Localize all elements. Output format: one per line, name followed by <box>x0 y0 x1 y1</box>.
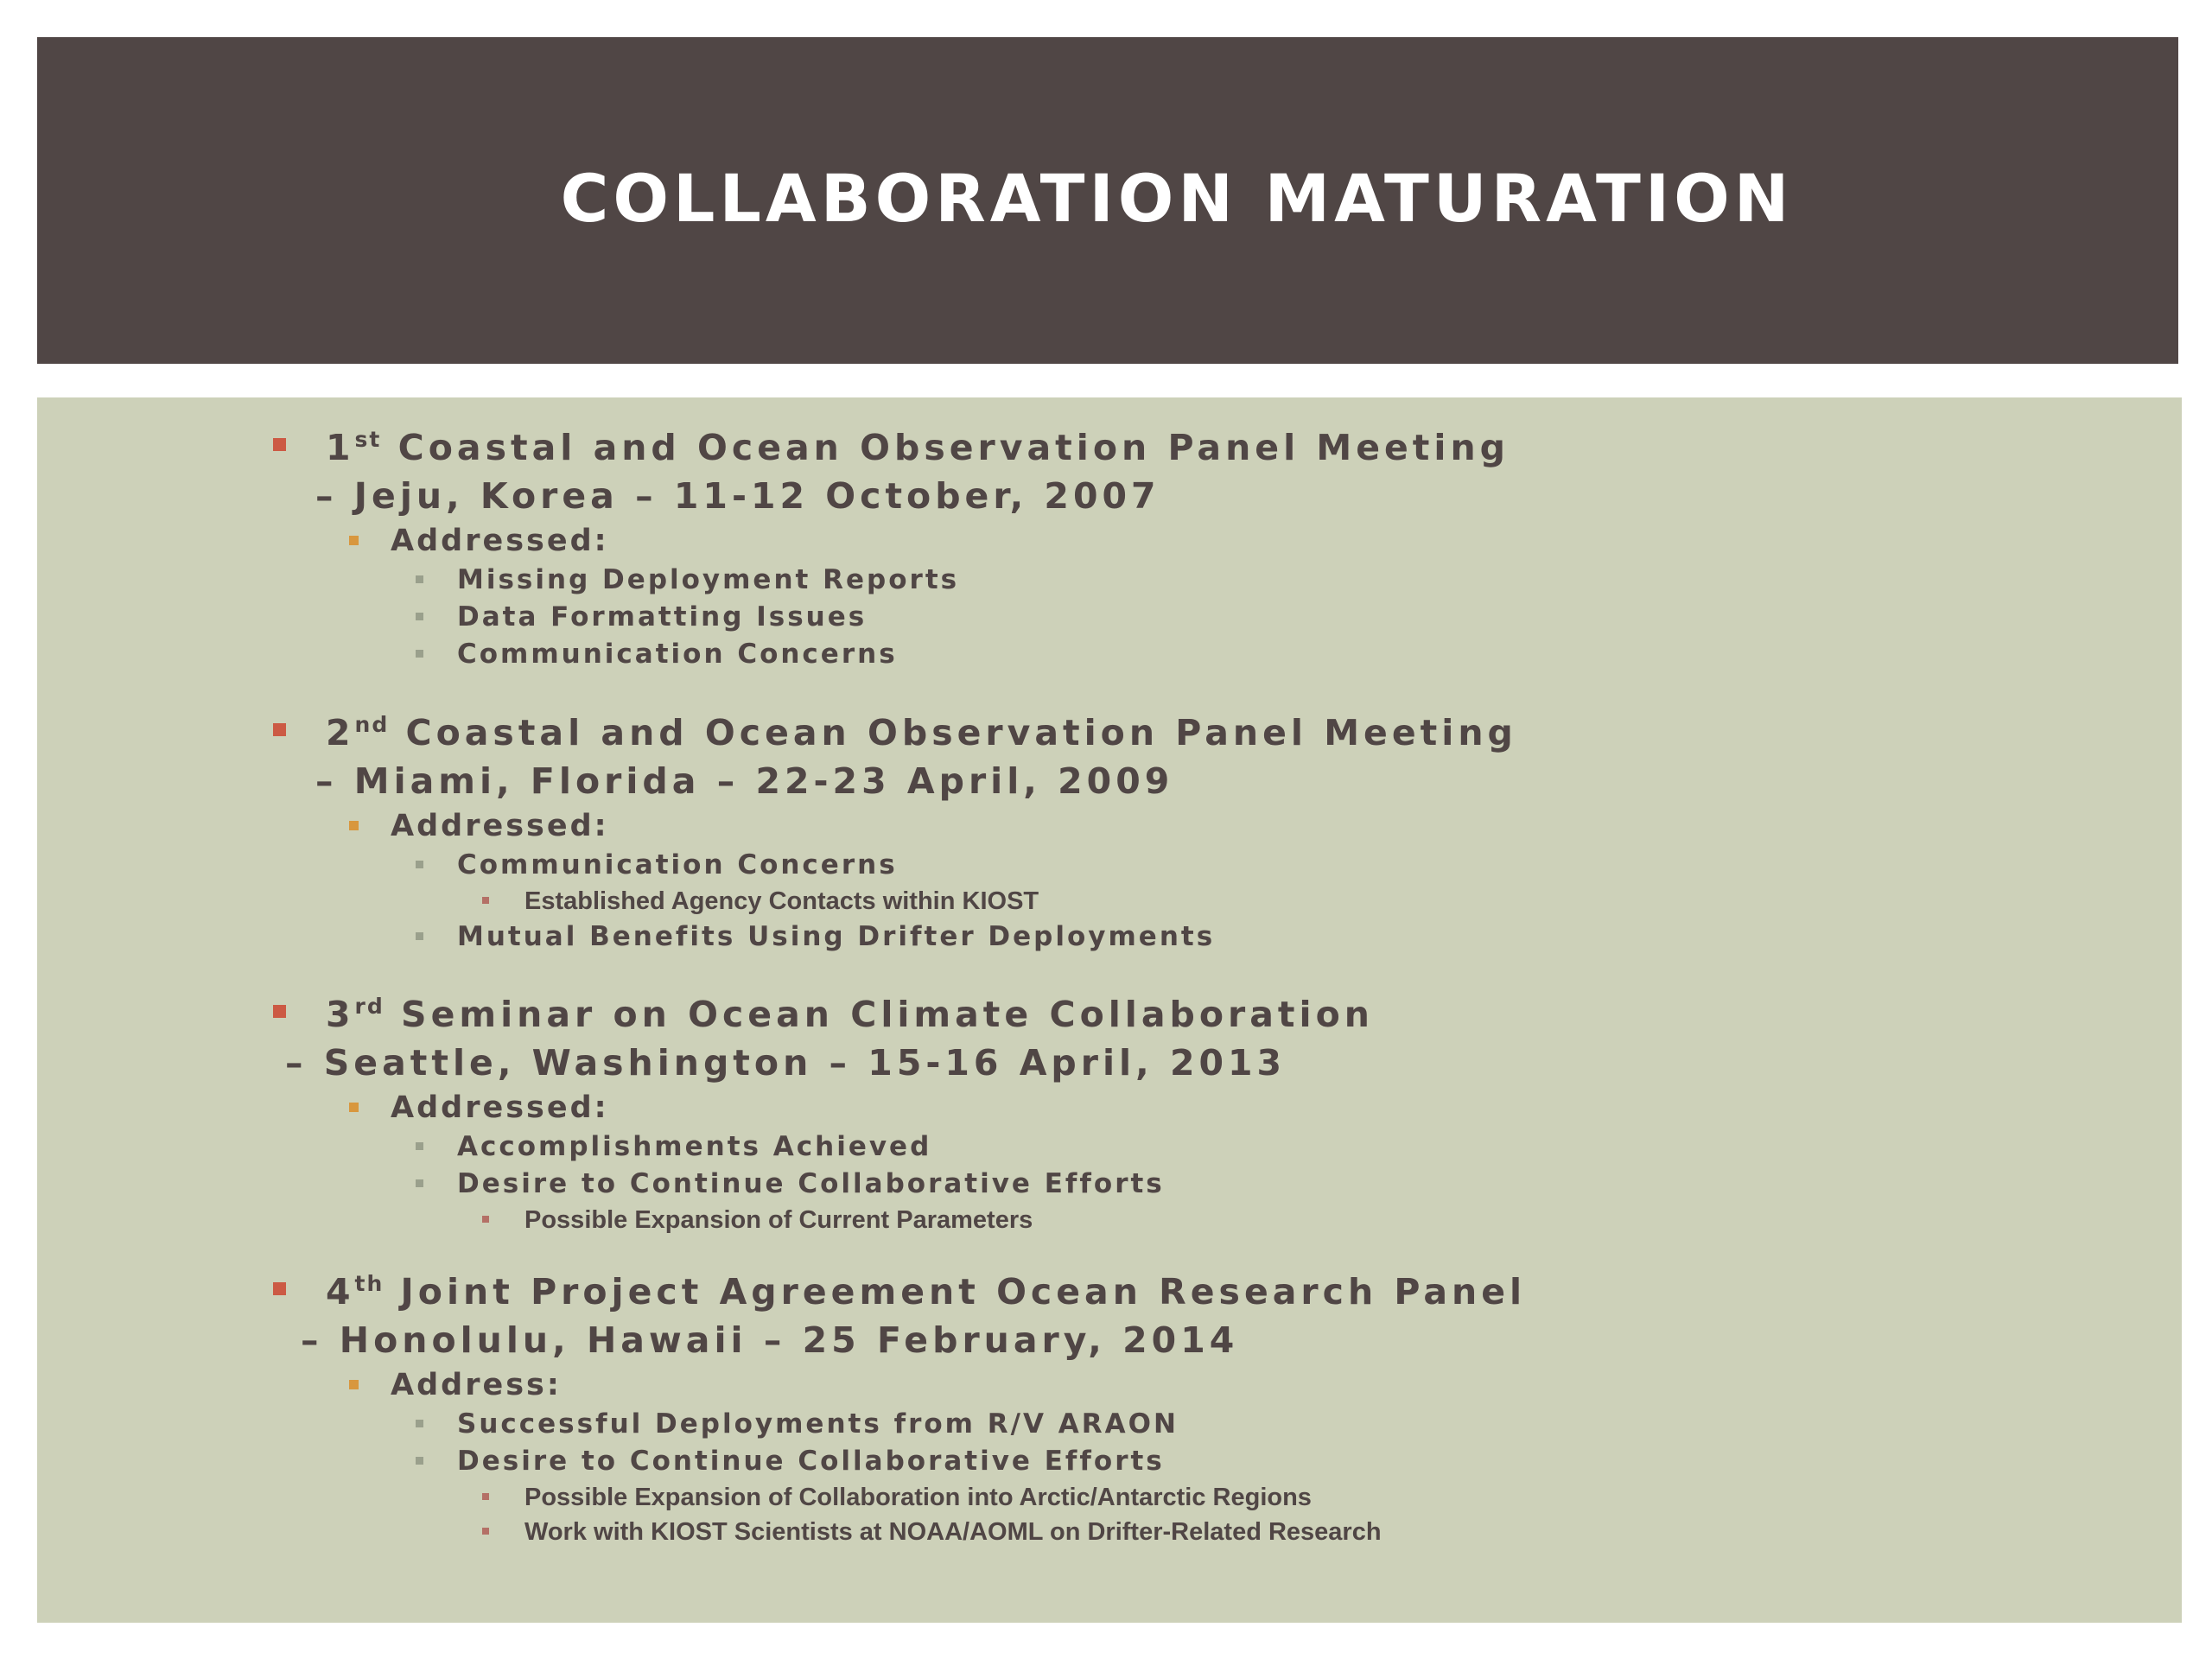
meeting-location-date: – Jeju, Korea – 11-12 October, 2007 <box>315 475 1160 517</box>
ordinal-suffix: st <box>354 427 382 452</box>
meeting-heading <box>37 423 2182 472</box>
meeting-heading <box>37 709 2182 757</box>
list-item <box>37 918 2182 956</box>
ordinal-number: 4 <box>326 1271 355 1313</box>
addressed-label <box>37 520 2182 562</box>
bullet-square-icon <box>416 1179 423 1187</box>
bullet-square-icon <box>416 932 423 940</box>
list-item-text: Mutual Benefits Using Drifter Deployments <box>457 921 1216 952</box>
addressed-label <box>37 805 2182 847</box>
list-item-text: Accomplishments Achieved <box>457 1131 932 1162</box>
title-bar <box>37 37 2178 364</box>
sub-list-item <box>37 884 2182 918</box>
list-item-text: Desire to Continue Collaborative Efforts <box>457 1168 1165 1199</box>
meeting-location-date: – Seattle, Washington – 15-16 April, 2013 <box>285 1042 1287 1084</box>
meeting-heading <box>37 990 2182 1039</box>
list-item <box>37 599 2182 636</box>
content-panel <box>37 397 2182 1623</box>
sub-list-item-text: Possible Expansion of Collaboration into Arctic/Antarctic Regions <box>524 1484 1312 1511</box>
bullet-square-icon <box>349 821 359 830</box>
bullet-square-icon <box>416 1420 423 1427</box>
bullet-square-icon <box>482 1528 489 1535</box>
meeting-group-1 <box>37 423 2182 673</box>
sub-list-item <box>37 1515 2182 1549</box>
list-item-text: Communication Concerns <box>457 639 898 670</box>
meeting-location-date: – Miami, Florida – 22-23 April, 2009 <box>315 760 1174 802</box>
addressed-text: Address: <box>391 1368 562 1402</box>
bullet-square-icon <box>273 723 286 736</box>
meeting-group-3 <box>37 990 2182 1237</box>
list-item-text: Successful Deployments from R/V ARAON <box>457 1408 1179 1440</box>
sub-list-item-text: Possible Expansion of Current Parameters <box>524 1206 1033 1234</box>
addressed-label <box>37 1364 2182 1406</box>
addressed-text: Addressed: <box>391 524 609 558</box>
bullet-square-icon <box>416 575 423 583</box>
bullet-square-icon <box>482 1493 489 1500</box>
list-item-text: Missing Deployment Reports <box>457 564 960 595</box>
list-item-text: Desire to Continue Collaborative Efforts <box>457 1446 1165 1477</box>
meeting-title: Joint Project Agreement Ocean Research Panel <box>384 1271 1527 1313</box>
addressed-text: Addressed: <box>391 1090 609 1125</box>
ordinal-number: 1 <box>326 427 355 468</box>
addressed-label <box>37 1087 2182 1128</box>
addressed-text: Addressed: <box>391 809 609 843</box>
sub-list-item-text: Work with KIOST Scientists at NOAA/AOML on Drifter-Related Research <box>524 1518 1382 1546</box>
list-item-text: Data Formatting Issues <box>457 601 868 632</box>
slide-title: COLLABORATION MATURATION <box>560 159 1794 237</box>
bullet-square-icon <box>273 1282 286 1295</box>
list-item <box>37 1406 2182 1443</box>
list-item <box>37 1166 2182 1203</box>
bullet-square-icon <box>416 613 423 620</box>
meeting-title: Coastal and Ocean Observation Panel Meeting <box>389 712 1517 753</box>
meeting-location-date: – Honolulu, Hawaii – 25 February, 2014 <box>301 1319 1239 1361</box>
ordinal-number: 2 <box>326 712 355 753</box>
list-item <box>37 847 2182 884</box>
bullet-square-icon <box>273 1005 286 1018</box>
bullet-square-icon <box>416 861 423 868</box>
bullet-square-icon <box>482 897 489 904</box>
bullet-square-icon <box>273 438 286 451</box>
bullet-square-icon <box>416 1142 423 1150</box>
ordinal-suffix: rd <box>354 994 385 1019</box>
meeting-title: Coastal and Ocean Observation Panel Meeting <box>381 427 1510 468</box>
bullet-square-icon <box>349 536 359 545</box>
ordinal-number: 3 <box>326 994 355 1035</box>
sub-list-item <box>37 1203 2182 1237</box>
bullet-square-icon <box>416 1457 423 1465</box>
ordinal-suffix: th <box>354 1271 385 1296</box>
meeting-group-2 <box>37 709 2182 956</box>
list-item <box>37 636 2182 673</box>
bullet-square-icon <box>416 650 423 658</box>
list-item-text: Communication Concerns <box>457 849 898 880</box>
meeting-group-4 <box>37 1268 2182 1549</box>
list-item <box>37 1443 2182 1480</box>
list-item <box>37 562 2182 599</box>
sub-list-item-text: Established Agency Contacts within KIOST <box>524 887 1039 915</box>
bullet-square-icon <box>349 1380 359 1389</box>
bullet-square-icon <box>349 1103 359 1112</box>
list-item <box>37 1128 2182 1166</box>
meeting-heading <box>37 1268 2182 1316</box>
bullet-square-icon <box>482 1216 489 1223</box>
meeting-title: Seminar on Ocean Climate Collaboration <box>384 994 1374 1035</box>
sub-list-item <box>37 1480 2182 1515</box>
ordinal-suffix: nd <box>354 712 390 737</box>
